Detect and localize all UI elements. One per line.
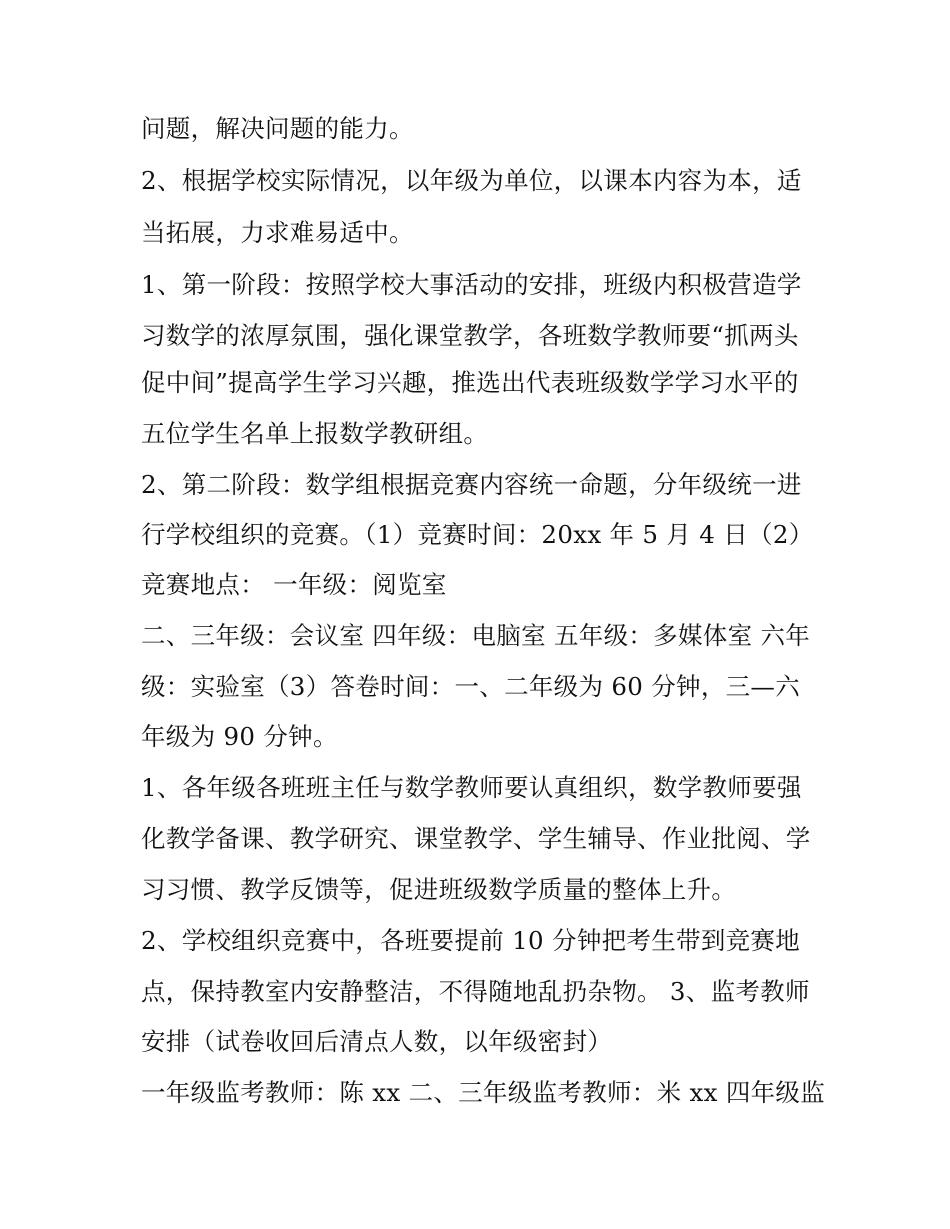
- text-line: 化教学备课、教学研究、课堂教学、学生辅导、作业批阅、学: [141, 824, 811, 853]
- text-line: 行学校组织的竞赛。（1）竞赛时间：20xx 年 5 月 4 日（2）: [141, 520, 814, 549]
- text-line: 2、根据学校实际情况，以年级为单位，以课本内容为本，适: [141, 166, 802, 195]
- text-line: 年级为 90 分钟。: [141, 722, 338, 751]
- text-line: 级：实验室（3）答卷时间：一、二年级为 60 分钟，三—六: [141, 672, 801, 701]
- text-line: 一年级监考教师：陈 xx 二、三年级监考教师：米 xx 四年级监: [141, 1078, 826, 1107]
- text-line: 问题，解决问题的能力。: [141, 114, 414, 143]
- text-line: 1、各年级各班班主任与数学教师要认真组织，数学教师要强: [141, 773, 802, 802]
- text-line: 2、第二阶段：数学组根据竞赛内容统一命题，分年级统一进: [141, 470, 802, 499]
- text-line: 2、学校组织竞赛中，各班要提前 10 分钟把考生带到竞赛地: [141, 926, 801, 955]
- text-line: 1、第一阶段：按照学校大事活动的安排，班级内积极营造学: [141, 270, 802, 299]
- text-line: 点，保持教室内安静整洁，不得随地乱扔杂物。 3、监考教师: [141, 977, 810, 1006]
- text-line: 习数学的浓厚氛围，强化课堂教学，各班数学教师要“抓两头: [141, 321, 799, 350]
- text-line: 五位学生名单上报数学教研组。: [141, 419, 489, 448]
- text-line: 竞赛地点： 一年级：阅览室: [141, 570, 447, 599]
- text-line: 当拓展，力求难易适中。: [141, 218, 414, 247]
- text-line: 二、三年级：会议室 四年级：电脑室 五年级：多媒体室 六年: [141, 621, 811, 650]
- text-line: 安排（试卷收回后清点人数，以年级密封）: [141, 1027, 613, 1056]
- text-line: 习习惯、教学反馈等，促进班级数学质量的整体上升。: [141, 875, 737, 904]
- text-line: 促中间”提高学生学习兴趣，推选出代表班级数学学习水平的: [141, 368, 799, 397]
